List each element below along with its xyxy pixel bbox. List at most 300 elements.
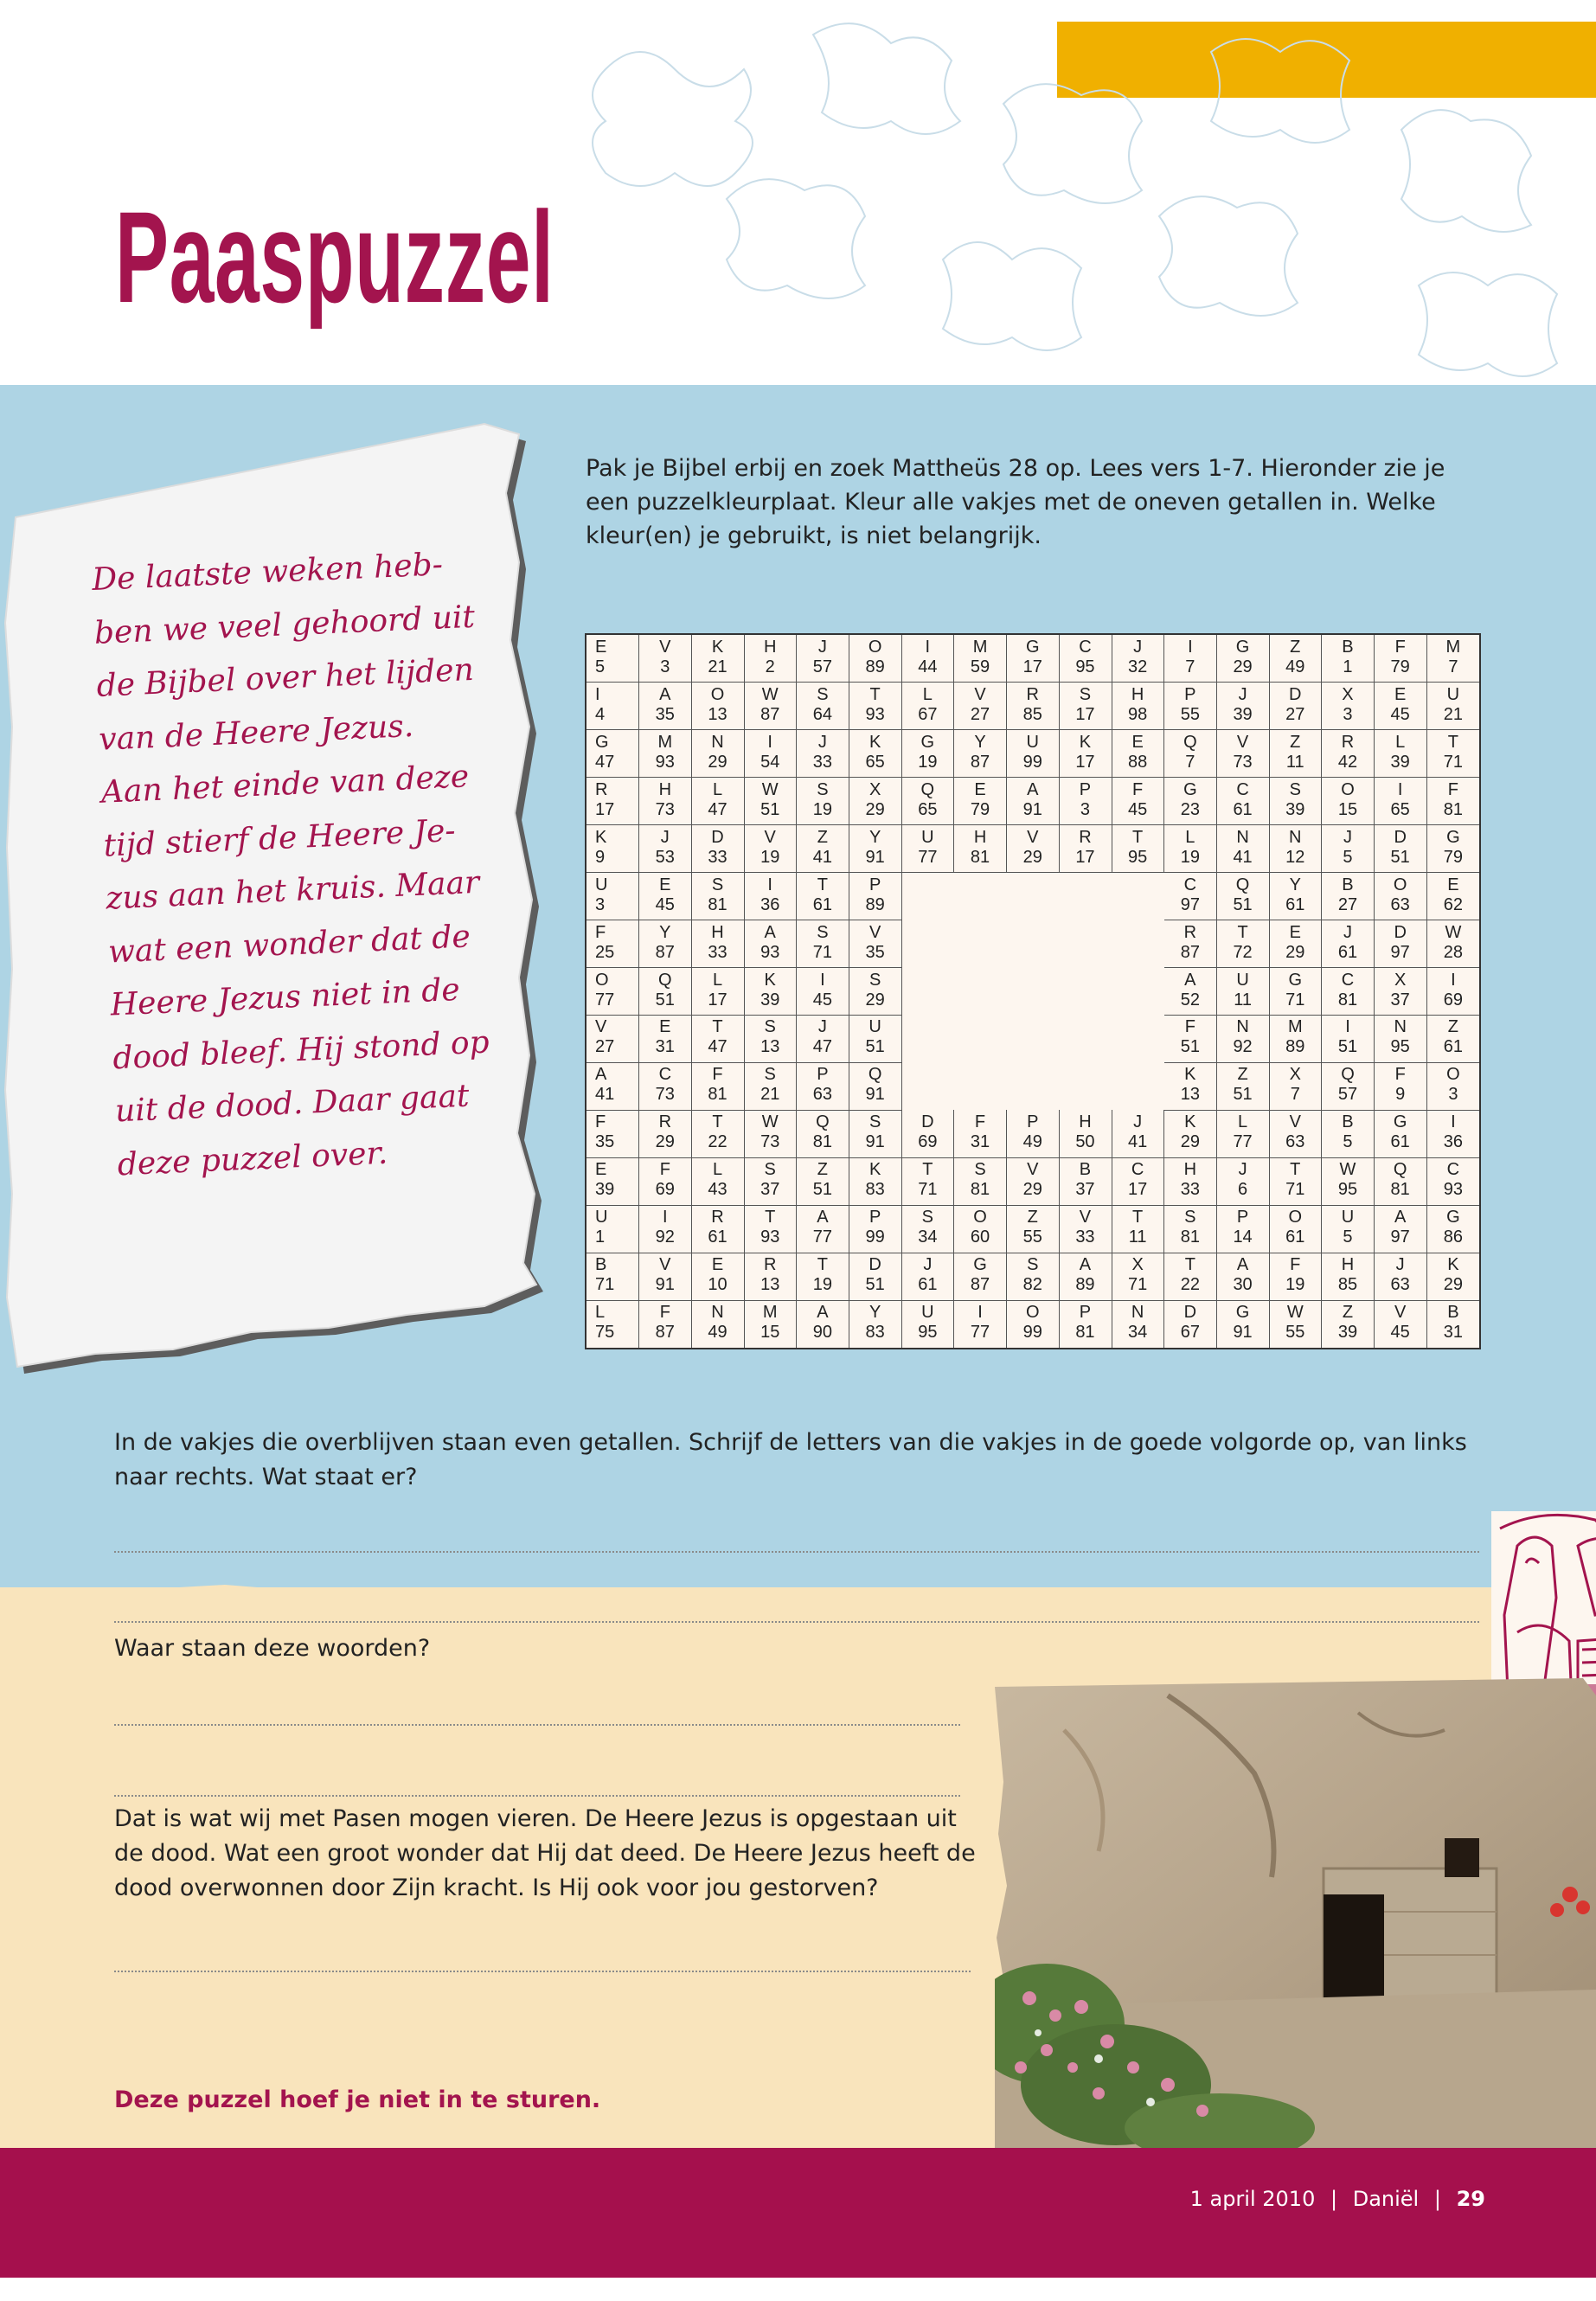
grid-cell[interactable]: [1164, 1015, 1217, 1062]
grid-cell[interactable]: [1059, 1205, 1112, 1253]
grid-cell[interactable]: [1426, 635, 1479, 683]
grid-cell[interactable]: [1375, 1110, 1427, 1157]
grid-cell[interactable]: [1269, 1062, 1322, 1110]
grid-cell[interactable]: [1269, 1157, 1322, 1205]
grid-cell[interactable]: [1216, 1157, 1269, 1205]
cell-letter: V: [764, 827, 776, 847]
cell-letter: I: [925, 638, 931, 657]
grid-cell[interactable]: [1269, 1015, 1322, 1062]
grid-cell[interactable]: [1216, 1015, 1269, 1062]
grid-cell[interactable]: [954, 1110, 1007, 1157]
grid-cell[interactable]: [1375, 635, 1427, 683]
grid-cell[interactable]: [1007, 1253, 1060, 1300]
grid-cell[interactable]: [1322, 730, 1375, 778]
grid-cell[interactable]: [744, 635, 797, 683]
grid-cell[interactable]: [901, 683, 954, 730]
grid-cell[interactable]: [1164, 1062, 1217, 1110]
answer-line-1[interactable]: [114, 1551, 1479, 1553]
grid-cell[interactable]: [586, 683, 639, 730]
grid-cell[interactable]: [954, 635, 1007, 683]
grid-cell[interactable]: [797, 730, 849, 778]
grid-cell[interactable]: [1164, 968, 1217, 1016]
grid-cell[interactable]: [1112, 1253, 1164, 1300]
grid-cell[interactable]: [849, 1062, 902, 1110]
answer-line-5[interactable]: [114, 1971, 971, 1972]
grid-cell[interactable]: [1322, 920, 1375, 968]
grid-cell[interactable]: [1112, 1110, 1164, 1157]
grid-cell[interactable]: [744, 1157, 797, 1205]
grid-cell[interactable]: [797, 778, 849, 825]
grid-cell[interactable]: [1375, 778, 1427, 825]
grid-cell[interactable]: [1216, 778, 1269, 825]
cell-number: 97: [1390, 1227, 1410, 1247]
grid-cell[interactable]: [691, 825, 744, 873]
grid-cell[interactable]: [1216, 1253, 1269, 1300]
grid-cell[interactable]: [586, 635, 639, 683]
grid-cell[interactable]: [639, 1205, 692, 1253]
cell-number: 51: [1180, 1037, 1200, 1057]
cell-number: 65: [1390, 799, 1410, 819]
grid-cell[interactable]: [744, 683, 797, 730]
grid-cell[interactable]: [744, 778, 797, 825]
grid-cell[interactable]: [1269, 778, 1322, 825]
cell-number: 60: [970, 1227, 990, 1247]
grid-cell[interactable]: [639, 873, 692, 920]
cell-number: 29: [865, 990, 885, 1009]
grid-cell[interactable]: [1322, 1062, 1375, 1110]
grid-cell[interactable]: [1269, 1205, 1322, 1253]
grid-cell[interactable]: [1375, 1015, 1427, 1062]
grid-cell[interactable]: [1007, 1157, 1060, 1205]
grid-cell[interactable]: [954, 730, 1007, 778]
cell-letter: U: [1236, 970, 1249, 990]
answer-line-3[interactable]: [114, 1724, 960, 1726]
grid-cell[interactable]: [1426, 730, 1479, 778]
grid-cell[interactable]: [1375, 1300, 1427, 1348]
grid-cell[interactable]: [1059, 825, 1112, 873]
grid-cell[interactable]: [1007, 683, 1060, 730]
grid-cell[interactable]: [744, 825, 797, 873]
grid-cell[interactable]: [586, 1253, 639, 1300]
grid-cell[interactable]: [1216, 873, 1269, 920]
grid-cell[interactable]: [797, 920, 849, 968]
grid-cell[interactable]: [1322, 683, 1375, 730]
grid-cell[interactable]: [1426, 1253, 1479, 1300]
grid-cell[interactable]: [639, 968, 692, 1016]
grid-cell[interactable]: [1164, 825, 1217, 873]
grid-cell[interactable]: [1322, 635, 1375, 683]
grid-cell[interactable]: [1112, 778, 1164, 825]
grid-cell[interactable]: [797, 1205, 849, 1253]
cell-letter: L: [712, 1160, 723, 1180]
grid-cell[interactable]: [1322, 1205, 1375, 1253]
grid-cell[interactable]: [901, 1253, 954, 1300]
cell-letter: C: [1236, 779, 1249, 799]
grid-cell[interactable]: [1322, 1015, 1375, 1062]
grid-cell[interactable]: [797, 635, 849, 683]
grid-cell[interactable]: [691, 1157, 744, 1205]
grid-cell[interactable]: [954, 1253, 1007, 1300]
grid-cell[interactable]: [1426, 968, 1479, 1016]
grid-cell[interactable]: [639, 825, 692, 873]
grid-cell[interactable]: [586, 1062, 639, 1110]
cell-number: 7: [1185, 657, 1195, 676]
grid-cell[interactable]: [1007, 1205, 1060, 1253]
grid-cell[interactable]: [1216, 1205, 1269, 1253]
grid-cell[interactable]: [1216, 635, 1269, 683]
grid-cell[interactable]: [1216, 1300, 1269, 1348]
grid-cell[interactable]: [1216, 683, 1269, 730]
note-line: zus aan het kruis. Maar: [105, 864, 481, 917]
cell-letter: I: [1397, 779, 1403, 799]
grid-cell[interactable]: [1426, 1015, 1479, 1062]
garden-tomb-photo: [995, 1678, 1596, 2148]
grid-cell[interactable]: [1164, 683, 1217, 730]
cell-number: 15: [760, 1323, 780, 1343]
grid-cell[interactable]: [691, 1015, 744, 1062]
grid-cell[interactable]: [954, 778, 1007, 825]
grid-cell[interactable]: [691, 968, 744, 1016]
grid-cell[interactable]: [691, 1300, 744, 1348]
grid-cell[interactable]: [1216, 730, 1269, 778]
grid-cell[interactable]: [1269, 920, 1322, 968]
grid-cell[interactable]: [691, 920, 744, 968]
cell-letter: J: [817, 1017, 827, 1037]
cell-number: 51: [655, 990, 675, 1009]
grid-cell[interactable]: [1426, 1110, 1479, 1157]
grid-cell[interactable]: [586, 1300, 639, 1348]
grid-cell[interactable]: [1164, 730, 1217, 778]
grid-cell[interactable]: [586, 1110, 639, 1157]
grid-cell[interactable]: [1216, 1062, 1269, 1110]
grid-cell[interactable]: [639, 1253, 692, 1300]
grid-cell[interactable]: [849, 778, 902, 825]
grid-cell[interactable]: [691, 1253, 744, 1300]
grid-cell[interactable]: [744, 1253, 797, 1300]
grid-cell[interactable]: [901, 825, 954, 873]
cell-letter: Y: [869, 1303, 881, 1323]
grid-cell[interactable]: [901, 1110, 954, 1157]
grid-cell[interactable]: [849, 1253, 902, 1300]
grid-cell[interactable]: [1269, 968, 1322, 1016]
grid-cell[interactable]: [639, 1110, 692, 1157]
cell-number: 37: [1075, 1180, 1095, 1200]
grid-cell[interactable]: [1375, 825, 1427, 873]
grid-cell[interactable]: [1059, 1157, 1112, 1205]
grid-cell[interactable]: [586, 1157, 639, 1205]
grid-cell[interactable]: [691, 1205, 744, 1253]
grid-cell[interactable]: [1322, 968, 1375, 1016]
grid-cell[interactable]: [744, 873, 797, 920]
grid-cell[interactable]: [639, 1015, 692, 1062]
grid-cell[interactable]: [1269, 825, 1322, 873]
grid-cell[interactable]: [901, 1157, 954, 1205]
grid-cell[interactable]: [1059, 1110, 1112, 1157]
cell-letter: F: [595, 922, 606, 942]
grid-cell[interactable]: [1059, 1253, 1112, 1300]
grid-cell[interactable]: [1269, 635, 1322, 683]
cell-number: 17: [1075, 847, 1095, 867]
cell-number: 90: [812, 1323, 833, 1343]
cell-number: 73: [760, 1132, 780, 1152]
grid-cell[interactable]: [1375, 683, 1427, 730]
grid-cell[interactable]: [1322, 873, 1375, 920]
cell-letter: Z: [1290, 638, 1301, 657]
grid-cell[interactable]: [639, 1062, 692, 1110]
grid-cell[interactable]: [1322, 825, 1375, 873]
grid-cell[interactable]: [1164, 1110, 1217, 1157]
grid-cell[interactable]: [849, 1110, 902, 1157]
cell-letter: T: [1132, 1208, 1144, 1227]
grid-cell[interactable]: [1426, 1157, 1479, 1205]
note-line: dood bleef. Hij stond op: [112, 1023, 490, 1076]
cell-number: 95: [1128, 847, 1148, 867]
grid-cell[interactable]: [849, 1157, 902, 1205]
grid-cell[interactable]: [1269, 1253, 1322, 1300]
cell-letter: E: [659, 1017, 671, 1037]
grid-cell[interactable]: [1269, 730, 1322, 778]
cell-letter: S: [974, 1160, 986, 1180]
cell-number: 61: [1285, 894, 1305, 914]
grid-cell[interactable]: [797, 1300, 849, 1348]
grid-cell[interactable]: [1269, 873, 1322, 920]
grid-cell[interactable]: [1007, 1110, 1060, 1157]
grid-cell[interactable]: [1164, 873, 1217, 920]
cell-number: 61: [812, 894, 833, 914]
grid-cell[interactable]: [1426, 1205, 1479, 1253]
cell-letter: Q: [920, 779, 935, 799]
grid-cell[interactable]: [849, 1015, 902, 1062]
grid-cell[interactable]: [1007, 778, 1060, 825]
grid-cell[interactable]: [691, 635, 744, 683]
grid-cell[interactable]: [1164, 1253, 1217, 1300]
cell-number: 5: [595, 657, 606, 676]
grid-cell[interactable]: [797, 825, 849, 873]
grid-cell[interactable]: [1112, 1205, 1164, 1253]
grid-cell[interactable]: [744, 1062, 797, 1110]
grid-cell[interactable]: [797, 1157, 849, 1205]
cell-letter: Q: [816, 1112, 830, 1132]
cell-letter: G: [1446, 827, 1460, 847]
grid-cell[interactable]: [1375, 730, 1427, 778]
grid-cell[interactable]: [1426, 1062, 1479, 1110]
grid-cell[interactable]: [901, 635, 954, 683]
grid-cell[interactable]: [1112, 635, 1164, 683]
cell-letter: V: [1079, 1208, 1092, 1227]
grid-cell[interactable]: [1059, 635, 1112, 683]
grid-cell[interactable]: [849, 1300, 902, 1348]
grid-cell[interactable]: [1059, 1300, 1112, 1348]
grid-cell[interactable]: [1322, 1110, 1375, 1157]
grid-cell[interactable]: [691, 730, 744, 778]
cell-number: 31: [1443, 1323, 1463, 1343]
grid-cell[interactable]: [744, 1205, 797, 1253]
grid-cell[interactable]: [1375, 920, 1427, 968]
grid-cell[interactable]: [1112, 1157, 1164, 1205]
cell-number: 61: [708, 1227, 727, 1247]
cell-letter: Y: [659, 922, 671, 942]
cell-number: 57: [1337, 1085, 1358, 1105]
cell-letter: N: [1289, 827, 1302, 847]
grid-cell[interactable]: [691, 1062, 744, 1110]
grid-cell[interactable]: [954, 683, 1007, 730]
grid-cell[interactable]: [691, 873, 744, 920]
answer-line-4[interactable]: [114, 1795, 960, 1797]
grid-cell[interactable]: [1322, 1157, 1375, 1205]
cell-number: 29: [655, 1132, 675, 1152]
grid-cell[interactable]: [1426, 683, 1479, 730]
grid-cell[interactable]: [849, 873, 902, 920]
cell-letter: Y: [869, 827, 881, 847]
grid-cell[interactable]: [639, 778, 692, 825]
grid-cell[interactable]: [691, 1110, 744, 1157]
grid-cell[interactable]: [797, 1110, 849, 1157]
grid-cell[interactable]: [1164, 635, 1217, 683]
grid-cell[interactable]: [901, 1300, 954, 1348]
grid-cell[interactable]: [1007, 1300, 1060, 1348]
grid-cell[interactable]: [639, 635, 692, 683]
grid-cell[interactable]: [1007, 825, 1060, 873]
grid-cell[interactable]: [954, 825, 1007, 873]
cell-number: 61: [1285, 1227, 1305, 1247]
grid-cell[interactable]: [1269, 683, 1322, 730]
cell-number: 91: [655, 1275, 675, 1295]
cell-letter: G: [920, 732, 935, 752]
grid-cell[interactable]: [744, 1300, 797, 1348]
grid-cell[interactable]: [744, 968, 797, 1016]
cell-letter: O: [1288, 1208, 1303, 1227]
cell-number: 34: [918, 1227, 938, 1247]
grid-cell[interactable]: [744, 1110, 797, 1157]
grid-cell[interactable]: [1216, 920, 1269, 968]
grid-cell[interactable]: [639, 730, 692, 778]
grid-cell[interactable]: [849, 968, 902, 1016]
grid-cell[interactable]: [639, 683, 692, 730]
grid-cell[interactable]: [691, 683, 744, 730]
grid-cell[interactable]: [797, 968, 849, 1016]
grid-cell[interactable]: [744, 1015, 797, 1062]
grid-cell[interactable]: [954, 1157, 1007, 1205]
cell-letter: Z: [817, 827, 829, 847]
grid-cell[interactable]: [1375, 1205, 1427, 1253]
cell-number: 85: [1022, 704, 1042, 724]
grid-cell[interactable]: [1322, 1300, 1375, 1348]
grid-cell[interactable]: [797, 683, 849, 730]
grid-cell[interactable]: [1216, 1110, 1269, 1157]
grid-cell[interactable]: [1426, 920, 1479, 968]
grid-cell[interactable]: [1164, 778, 1217, 825]
cell-letter: H: [1131, 684, 1144, 704]
grid-cell[interactable]: [586, 873, 639, 920]
answer-line-2[interactable]: [114, 1621, 1479, 1623]
cell-letter: R: [1079, 827, 1092, 847]
grid-cell[interactable]: [901, 730, 954, 778]
grid-cell[interactable]: [797, 1015, 849, 1062]
grid-cell[interactable]: [849, 635, 902, 683]
grid-cell[interactable]: [1007, 635, 1060, 683]
grid-cell[interactable]: [744, 920, 797, 968]
cell-letter: O: [1341, 779, 1355, 799]
grid-cell[interactable]: [1426, 778, 1479, 825]
grid-cell[interactable]: [1059, 683, 1112, 730]
cell-letter: P: [1184, 684, 1196, 704]
grid-cell[interactable]: [639, 1157, 692, 1205]
grid-cell[interactable]: [1164, 1157, 1217, 1205]
cell-letter: H: [1079, 1112, 1092, 1132]
grid-cell[interactable]: [1375, 873, 1427, 920]
grid-cell[interactable]: [586, 968, 639, 1016]
grid-cell[interactable]: [586, 1015, 639, 1062]
grid-cell[interactable]: [797, 1062, 849, 1110]
cell-number: 45: [655, 894, 675, 914]
grid-cell[interactable]: [586, 825, 639, 873]
grid-cell[interactable]: [954, 1300, 1007, 1348]
grid-cell[interactable]: [1112, 730, 1164, 778]
grid-cell[interactable]: [1375, 1253, 1427, 1300]
grid-cell[interactable]: [849, 683, 902, 730]
cell-letter: G: [1235, 638, 1250, 657]
grid-cell[interactable]: [586, 1205, 639, 1253]
grid-cell[interactable]: [1112, 1300, 1164, 1348]
grid-cell[interactable]: [797, 1253, 849, 1300]
grid-cell[interactable]: [1375, 1157, 1427, 1205]
grid-cell[interactable]: [1269, 1300, 1322, 1348]
cell-letter: J: [1343, 922, 1352, 942]
grid-cell[interactable]: [586, 920, 639, 968]
grid-cell[interactable]: [954, 1205, 1007, 1253]
cell-number: 81: [970, 847, 990, 867]
grid-cell[interactable]: [1164, 920, 1217, 968]
grid-cell[interactable]: [1112, 825, 1164, 873]
grid-cell[interactable]: [639, 920, 692, 968]
cell-letter: O: [868, 638, 882, 657]
grid-cell[interactable]: [901, 778, 954, 825]
cell-letter: N: [1394, 1017, 1407, 1037]
grid-cell[interactable]: [1426, 873, 1479, 920]
grid-cell[interactable]: [901, 1205, 954, 1253]
grid-cell[interactable]: [691, 778, 744, 825]
grid-cell[interactable]: [849, 920, 902, 968]
grid-cell[interactable]: [1112, 683, 1164, 730]
grid-cell[interactable]: [849, 825, 902, 873]
grid-cell[interactable]: [1322, 778, 1375, 825]
grid-cell[interactable]: [1059, 730, 1112, 778]
grid-cell[interactable]: [849, 730, 902, 778]
grid-cell[interactable]: [1164, 1300, 1217, 1348]
grid-cell[interactable]: [1269, 1110, 1322, 1157]
grid-cell[interactable]: [1375, 968, 1427, 1016]
cell-number: 19: [918, 752, 938, 772]
cell-letter: B: [1342, 638, 1354, 657]
grid-cell[interactable]: [586, 778, 639, 825]
grid-cell[interactable]: [1216, 825, 1269, 873]
grid-cell[interactable]: [1059, 778, 1112, 825]
grid-cell[interactable]: [797, 873, 849, 920]
grid-cell[interactable]: [639, 1300, 692, 1348]
grid-cell[interactable]: [586, 730, 639, 778]
grid-cell[interactable]: [1426, 1300, 1479, 1348]
grid-cell[interactable]: [1164, 1205, 1217, 1253]
grid-cell[interactable]: [849, 1205, 902, 1253]
grid-cell[interactable]: [1322, 1253, 1375, 1300]
grid-cell[interactable]: [1007, 730, 1060, 778]
grid-cell[interactable]: [1216, 968, 1269, 1016]
grid-cell[interactable]: [744, 730, 797, 778]
cell-number: 29: [1285, 942, 1305, 962]
grid-cell[interactable]: [1375, 1062, 1427, 1110]
grid-cell[interactable]: [1426, 825, 1479, 873]
cell-letter: O: [973, 1208, 987, 1227]
